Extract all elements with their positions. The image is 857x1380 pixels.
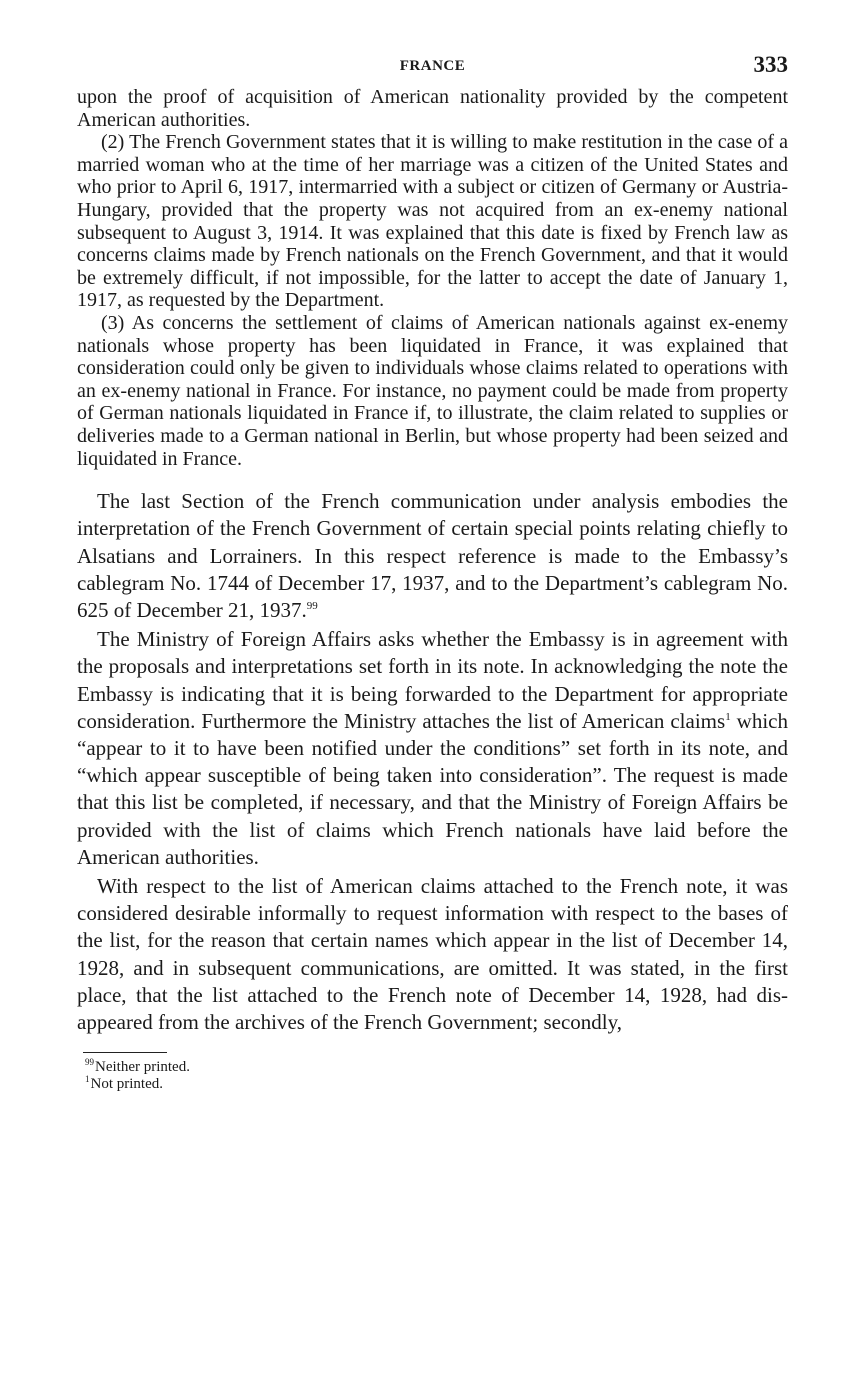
paragraph-text: The Ministry of Foreign Affairs asks whether the Embassy is in agreement with the proposals and interpretations set forth in its note. In acknowledging the note the Embassy is indicating that it is being forwarded to the Department for appropriate consideration. Furthermore the Ministry attaches the list of American claims bbox=[77, 627, 788, 733]
paragraph-text: which “appear to it to have been notified under the conditions” set forth in its note, and “which appear susceptible of being taken into consideration”. The request is made that this list be completed, if necessary, and that the Ministry of Foreign Affairs be provided with the list of claims which French nationals have laid before the American authorities. bbox=[77, 708, 789, 869]
footnote-text: Neither printed. bbox=[95, 1059, 190, 1076]
footnote-item bbox=[85, 1076, 788, 1093]
footnotes bbox=[85, 1059, 788, 1093]
running-head: FRANCE bbox=[399, 58, 466, 74]
paragraph-text: The last Section of the French communication under analysis embodies the interpretation of the French Government of certain special points relating chiefly to Alsatians and Lorrainers. In this respect reference is made to the Embassy’s cablegram No. 1744 of December 17, 1937, and to the Department’s cablegram No. 625 of December 21, 1937. bbox=[77, 489, 788, 622]
footnote-reference: 99 bbox=[306, 599, 318, 612]
footnote-mark: 1 bbox=[85, 1074, 90, 1085]
continued-numbered-points bbox=[77, 86, 788, 470]
paragraph-point-3: (3) As concerns the settlement of claims of American nationals against ex-enemy nationals whose property has been liquidated in France, it was explained that consideration could only be given to individuals whose claims related to operations with an ex-enemy national in France. For instance, no payment could be made from property of German nationals liquidated in France if, to illustrate, the claim related to supplies or deliveries made to a German national in Berlin, but whose property had been seized and liquidated in France. bbox=[77, 311, 788, 470]
paragraph-point-2: (2) The French Government states that it is willing to make restitution in the case of a married woman who at the time of her marriage was a citizen of the United States and who prior to April 6, 1917, intermarried with a subject or citizen of Germany or Austria-Hungary, provided that the property was not acquired from an ex-enemy national subsequent to August 3, 1914. It was explained that this date is fixed by French law as concerns claims made by French nationals on the French Government, and that it would be extremely difficult, if not impossible, for the latter to accept the date of January 1, 1917, as requested by the Department. bbox=[77, 131, 788, 312]
footnote-divider bbox=[83, 1052, 167, 1053]
footnote-mark: 99 bbox=[85, 1057, 94, 1068]
footnote-reference: 1 bbox=[725, 710, 731, 723]
page-header bbox=[77, 52, 788, 86]
paragraph-ministry bbox=[77, 626, 788, 871]
document-page bbox=[77, 52, 788, 1093]
paragraph-list-bases: With respect to the list of American claims attached to the French note, it was considered desirable informally to request information with respect to the bases of the list, for the reason that certain names which appear in the list of December 14, 1928, and in subsequent communications, are omitted. It was stated, in the first place, that the list attached to the French note of December 14, 1928, had disappeared from the archives of the French Government; secondly, bbox=[77, 873, 788, 1034]
footnote-text: Not printed. bbox=[90, 1076, 163, 1093]
page-number: 333 bbox=[753, 52, 788, 77]
footnote-item bbox=[85, 1059, 788, 1076]
paragraph-last-section bbox=[77, 488, 788, 624]
main-text bbox=[77, 488, 788, 1036]
paragraph-continuation: upon the proof of acquisition of American nationality provided by the competent American authorities. bbox=[77, 86, 788, 131]
